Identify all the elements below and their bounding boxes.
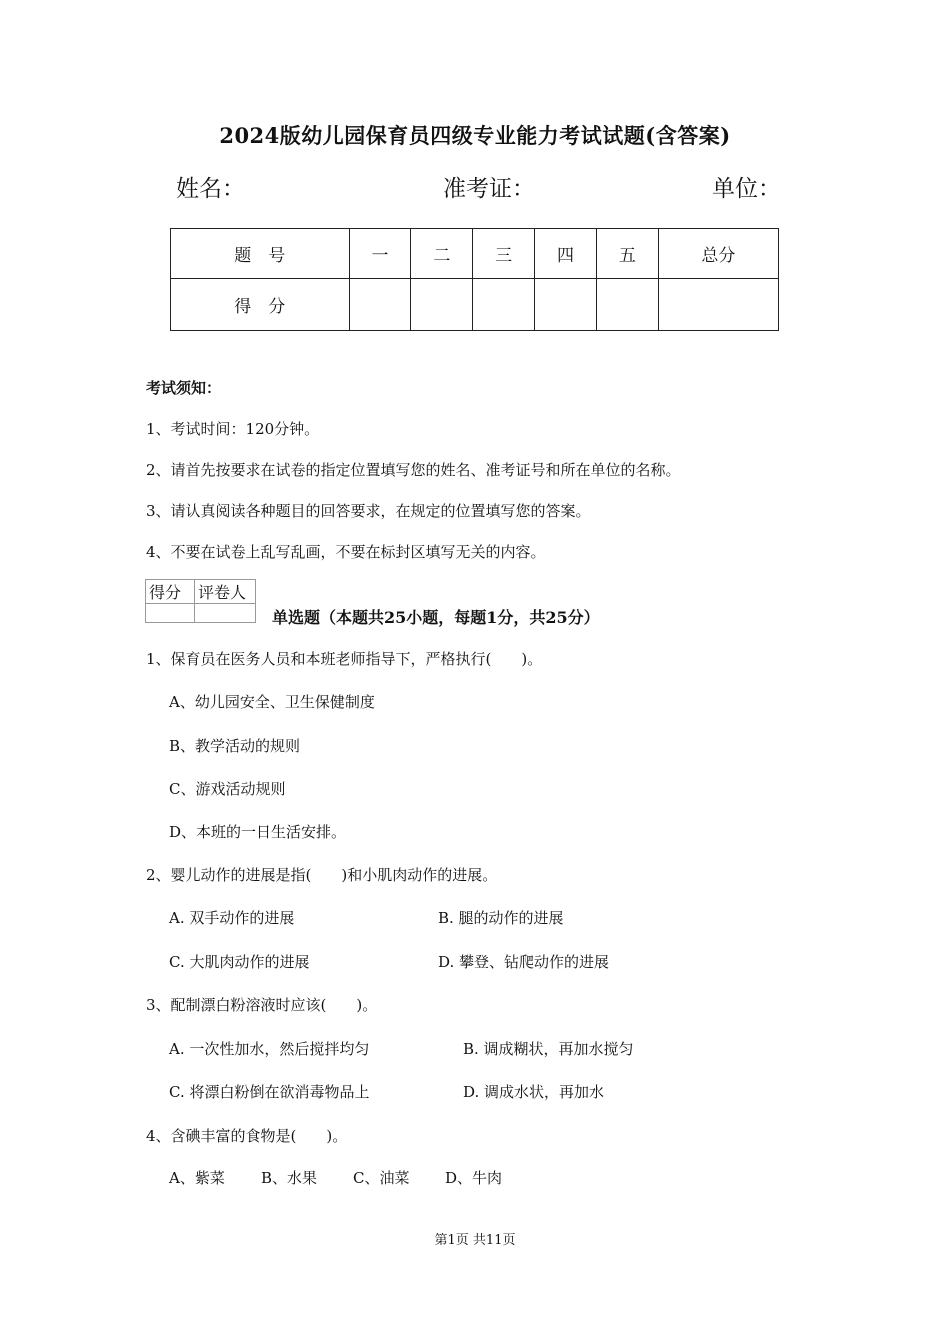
question-stem: 3、配制漂白粉溶液时应该( )。 [146,996,378,1014]
score-table-score-label: 得 分 [171,279,350,331]
score-cell-1[interactable] [349,279,411,331]
score-table-header-2: 二 [411,229,473,279]
question-option[interactable]: C. 大肌肉动作的进展 [169,953,310,971]
question-option[interactable]: D. 调成水状，再加水 [463,1083,605,1101]
grader-score-cell[interactable] [146,604,195,623]
question-option[interactable]: A、幼儿园安全、卫生保健制度 [169,693,375,711]
score-table-header-5: 五 [596,229,658,279]
question-option[interactable]: A. 一次性加水，然后搅拌均匀 [169,1040,370,1058]
grader-reviewer-label: 评卷人 [195,580,256,604]
section-title: 单选题（本题共25小题，每题1分，共25分） [272,608,600,627]
question-option[interactable]: C、油菜 [353,1169,410,1187]
grader-reviewer-cell[interactable] [195,604,256,623]
question-option[interactable]: C. 将漂白粉倒在欲消毒物品上 [169,1083,370,1101]
question-stem: 2、婴儿动作的进展是指( )和小肌肉动作的进展。 [146,866,498,884]
score-table-header-1: 一 [349,229,411,279]
unit-field-label: 单位： [712,176,781,202]
note-item: 4、不要在试卷上乱写乱画，不要在标封区填写无关的内容。 [146,543,546,561]
grader-score-label: 得分 [146,580,195,604]
note-item: 1、考试时间：120分钟。 [146,420,320,438]
notes-title: 考试须知： [146,379,222,397]
question-option[interactable]: D、牛肉 [445,1169,503,1187]
score-table-header-4: 四 [535,229,597,279]
score-cell-3[interactable] [473,279,535,331]
name-field-label: 姓名： [176,176,245,202]
page-footer: 第1页 共11页 [434,1233,516,1248]
question-stem: 1、保育员在医务人员和本班老师指导下，严格执行( )。 [146,650,543,668]
question-stem: 4、含碘丰富的食物是( )。 [146,1127,348,1145]
score-table-header-total: 总分 [658,229,778,279]
question-option[interactable]: B. 调成糊状，再加水搅匀 [463,1040,634,1058]
score-table-score-row [171,279,779,331]
score-table-header-row [171,229,779,279]
page-title: 2024版幼儿园保育员四级专业能力考试试题(含答案) [219,123,731,148]
grader-box [145,579,256,623]
question-option[interactable]: A、紫菜 [169,1169,225,1187]
exam-id-field-label: 准考证： [443,176,535,202]
score-table-header-3: 三 [473,229,535,279]
score-cell-5[interactable] [596,279,658,331]
question-option[interactable]: B、水果 [261,1169,318,1187]
note-item: 2、请首先按要求在试卷的指定位置填写您的姓名、准考证号和所在单位的名称。 [146,461,681,479]
note-item: 3、请认真阅读各种题目的回答要求，在规定的位置填写您的答案。 [146,502,591,520]
question-option[interactable]: A. 双手动作的进展 [169,909,295,927]
score-table [170,228,779,331]
question-option[interactable]: B、教学活动的规则 [169,737,301,755]
score-cell-2[interactable] [411,279,473,331]
score-cell-total[interactable] [658,279,778,331]
question-option[interactable]: D、本班的一日生活安排。 [169,823,347,841]
question-option[interactable]: C、游戏活动规则 [169,780,286,798]
question-option[interactable]: B. 腿的动作的进展 [438,909,564,927]
question-option[interactable]: D. 攀登、钻爬动作的进展 [438,953,610,971]
score-table-header-label: 题 号 [171,229,350,279]
score-cell-4[interactable] [535,279,597,331]
